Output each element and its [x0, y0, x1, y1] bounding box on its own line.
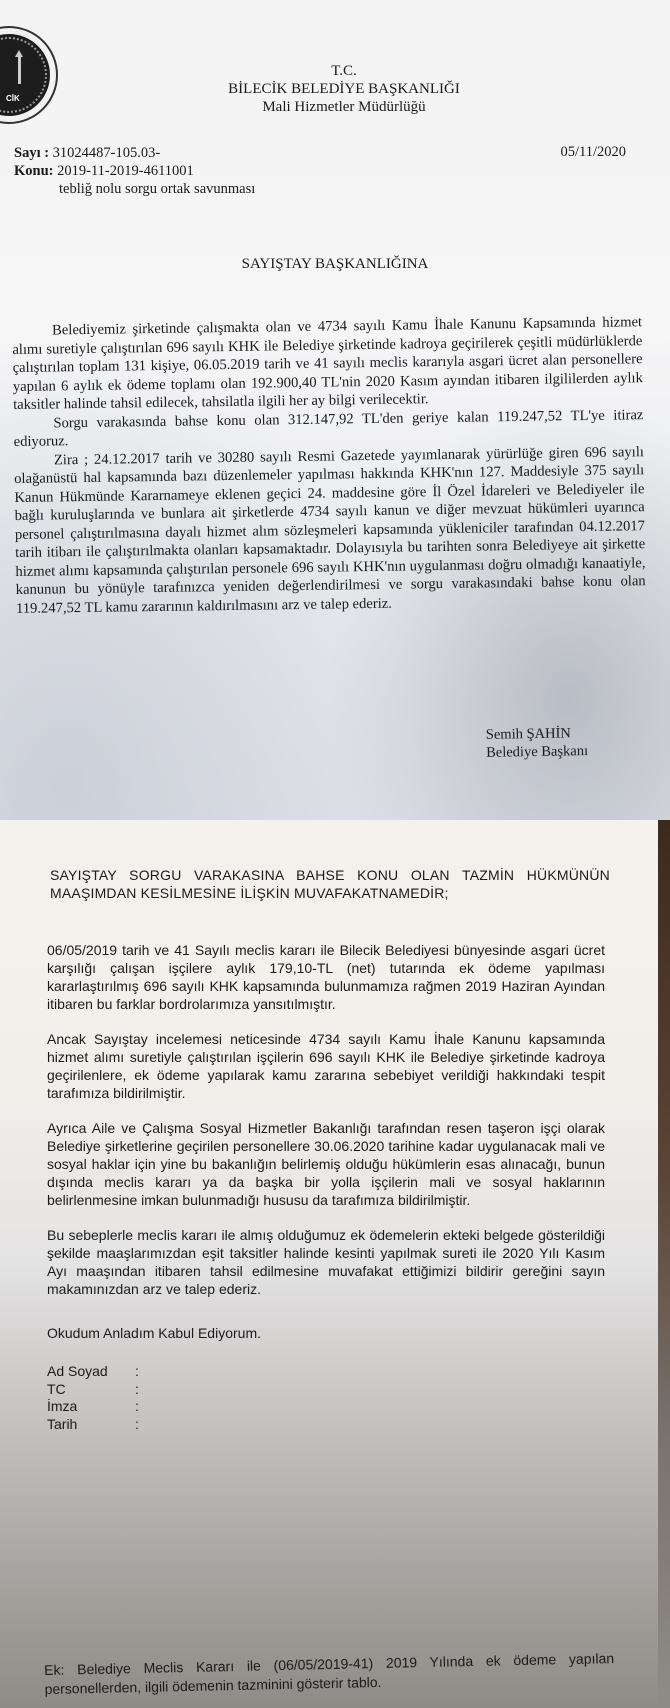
field-label: İmza	[47, 1398, 78, 1414]
konu-value: 2019-11-2019-4611001	[57, 163, 194, 179]
letterhead-line-1: T.C.	[331, 63, 357, 79]
signature-block	[486, 724, 589, 762]
consent-page-2	[0, 820, 660, 1708]
letter-page-1	[0, 0, 670, 820]
field-tc	[47, 1381, 145, 1399]
field-label: TC	[47, 1380, 66, 1397]
acceptance-statement: Okudum Anladım Kabul Ediyorum.	[47, 1325, 261, 1341]
konu-value-continued: tebliğ nolu sorgu ortak savunması	[59, 181, 256, 197]
field-label: Ad Soyad	[47, 1363, 108, 1379]
paragraph: 06/05/2019 tarih ve 41 Sayılı meclis kararı ile Bilecik Belediyesi bünyesinde asgari ücret karşılığı çalışan işçilere aylık 179,10-TL (net) tutarında ek ödeme yapılması kararlaştırılmış 696 sayılı KHK kapsamında bulunmamıza rağmen 2019 Haziran Ayından itibaren bu farklar bordrolarımıza yansıtılmıştır.	[47, 942, 605, 1012]
letter-date: 05/11/2020	[560, 144, 626, 160]
consent-body	[47, 941, 605, 1315]
field-imza	[47, 1398, 145, 1416]
consent-title: SAYIŞTAY SORGU VARAKASINA BAHSE KONU OLAN TAZMİN HÜKMÜNÜN MAAŞIMDAN KESİLMESİNE İLİŞKİN MUVAFAKATNAMEDİR;	[50, 867, 610, 901]
signature-fields	[47, 1363, 145, 1433]
sayi-value: 31024487-105.03-	[52, 145, 161, 161]
konu-label: Konu:	[14, 163, 54, 179]
sayi-label: Sayı :	[14, 145, 50, 161]
signatory-name: Semih ŞAHİN	[485, 725, 571, 743]
addressee: SAYIŞTAY BAŞKANLIĞINA	[241, 256, 429, 272]
letter-body	[12, 313, 646, 618]
reference-block	[14, 144, 255, 198]
konu-row	[14, 162, 255, 180]
letterhead-line-2: BİLECİK BELEDİYE BAŞKANLIĞI	[228, 81, 460, 97]
letterhead	[0, 62, 670, 116]
field-ad-soyad	[47, 1363, 145, 1381]
sayi-row	[14, 144, 255, 162]
letterhead-line-3: Mali Hizmetler Müdürlüğü	[262, 99, 426, 115]
field-tarih	[47, 1416, 145, 1434]
seal-text: CİK	[6, 94, 20, 103]
paragraph: Belediyemiz şirketinde çalışmakta olan ve 4734 sayılı Kamu İhale Kanunu Kapsamında hizmet alımı suretiyle çalıştırılan 696 sayılı KHK ile Belediye şirketinde kadroya geçirilerek çeşitli müdürlüklerde çalıştırılan toplam 131 kişiye, 06.05.2019 tarih ve 41 sayılı meclis kararıyla asgari ücret alan personellere yapılan 6 aylık ek ödeme toplamı olan 192.900,40 TL'nin 2020 Kasım ayından itibaren ilgililerden aylık taksitler halinde tahsil edilecek, tahsilatla ilgili her ay bilgi verilecektir.	[12, 314, 643, 413]
annex-note: Ek: Belediye Meclis Kararı ile (06/05/2019-41) 2019 Yılında ek ödeme yapılan personellerden, ilgili ödemenin tazminini gösterir tablo.	[44, 1650, 615, 1697]
paragraph: Ancak Sayıştay incelemesi neticesinde 4734 sayılı Kamu İhale Kanunu kapsamında hizmet alımı suretiyle çalıştırılan işçilerin 696 sayılı KHK ile Belediye şirketinde kadroya geçirilenlere, ek ödeme yapılarak kamu zararına sebebiyet verildiği hakkındaki tespit tarafımıza bildirilmiştir.	[47, 1031, 605, 1101]
signatory-title: Belediye Başkanı	[486, 743, 589, 761]
field-separator: :	[135, 1415, 139, 1432]
page-edge-shadow	[658, 820, 670, 1708]
paragraph: Bu sebeplerle meclis kararı ile almış olduğumuz ek ödemelerin ekteki belgede gösterildiği şekilde maaşlarımızdan eşit taksitler halinde kesinti yapılmak sureti ile 2020 Yılı Kasım Ayı maaşından itibaren tahsil edilmesine muvafakat ettiğimizi bildirir gereğini sayın makamınızdan arz ve talep ederiz.	[47, 1227, 605, 1297]
paragraph: Sorgu varakasında bahse konu olan 312.147,92 TL'den geriye kalan 119.247,52 TL'ye itiraz ediyoruz.	[13, 406, 644, 450]
paragraph: Ayrıca Aile ve Çalışma Sosyal Hizmetler Bakanlığı tarafından resen taşeron işçi olarak Belediye şirketlerine geçirilen personellere 30.06.2020 tarihine kadar uygulanacak mali ve sosyal haklar için yine bu bakanlığın belirlemiş olduğu hükümlerin esas alınacağı, bunun dışında meclis kararı ya da başka bir yolla işçilerin mali ve sosyal haklarının belirlenmesine imkan bulunmadığı hususu da tarafımıza bildirilmiştir.	[47, 1120, 605, 1208]
field-label: Tarih	[47, 1415, 78, 1432]
field-separator: :	[135, 1363, 139, 1379]
paragraph: Zira ; 24.12.2017 tarih ve 30280 sayılı Resmi Gazetede yayımlanarak yürürlüğe giren 696 sayılı olağanüstü hal kapsamında bazı düzenlemeler yapılması hakkında KHK'nın 127. Maddesiyle 375 sayılı Kanun Hükmünde Kararnameye eklenen geçici 24. maddesine göre İl Özel İdareleri ve Belediyeler ile bağlı kuruluşlarında ve bunlara ait şirketlerde 4734 sayılı kanun ve diğer mevzuat hükümleri uyarınca personel çalıştırılmasına dayalı hizmet alım sözleşmeleri kapsamında yükleniciler tarafından 04.12.2017 tarih itibarı ile çalıştırılmakta olanları kapsamaktadır. Dolayısıyla bu tarihten sonra Belediyeye ait şirkette hizmet alımı kapsamında çalıştırılan personele 696 sayılı KHK'nın uygulanması doğru olmadığı kanaatiyle, kanunun bu yönüyle tarafınızca yeniden değerlendirilmesi ve sorgu varakasındaki bahse konu olan 119.247,52 TL kamu zararının kaldırılmasını arz ve talep ederiz.	[14, 443, 646, 617]
field-separator: :	[135, 1398, 139, 1414]
field-separator: :	[135, 1380, 139, 1397]
